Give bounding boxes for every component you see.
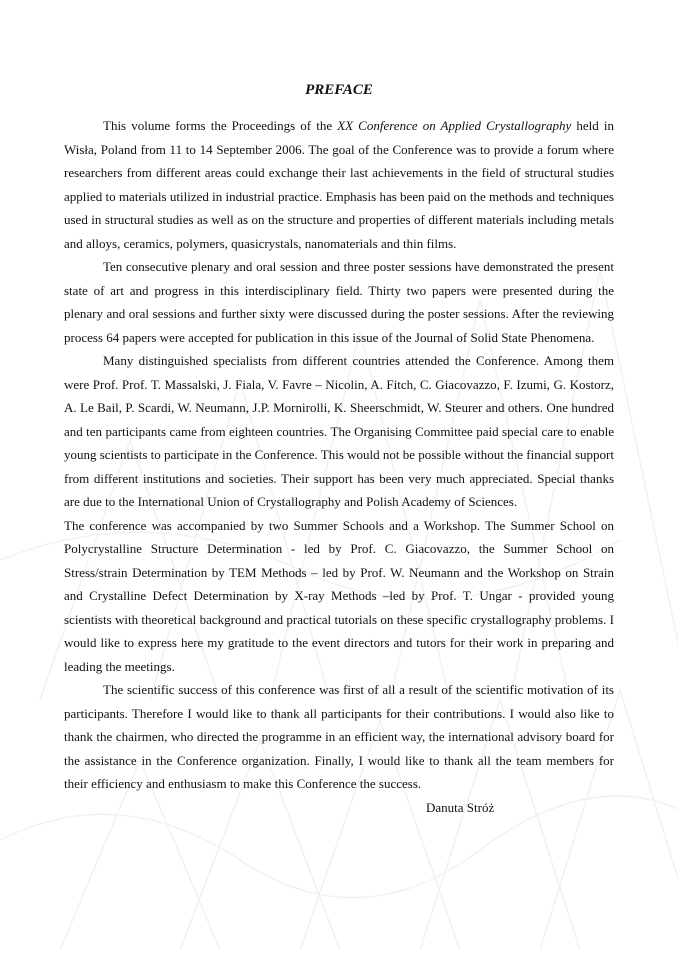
paragraph-intro-post: held in Wisła, Poland from 11 to 14 September 2006. The goal of the Conference was to provide a forum where researchers from different areas could exchange their last achievements in the field of structural studies applied to materials utilized in industrial practice. Emphasis has been paid on the methods and techniques used in structural studies as well as on the structure and properties of different materials including metals and alloys, ceramics, polymers, quasicrystals, nanomaterials and thin films. — [64, 118, 614, 251]
paragraph-specialists: Many distinguished specialists from different countries attended the Conference. Among them were Prof. Prof. T. Massalski, J. Fiala, V. Favre – Nicolin, A. Fitch, C. Giacovazzo, F. Izumi, G. Kostorz, A. Le Bail, P. Scardi, W. Neumann, J.P. Mornirolli, K. Sheerschmidt, W. Steurer and others. One hundred and ten participants came from eighteen countries. The Organising Committee paid special care to enable young scientists to participate in the Conference. This would not be possible without the financial support from different institutions and societies. Their support has been very much appreciated. Special thanks are due to the International Union of Crystallography and Polish Academy of Sciences. — [64, 353, 614, 509]
preface-content — [64, 80, 614, 819]
author-signature: Danuta Stróż — [426, 799, 495, 815]
paragraph-acknowledgements: The scientific success of this conference was first of all a result of the scientific motivation of its participants. Therefore I would like to thank all participants for their contributions. I would also like to thank the chairmen, who directed the programme in an efficient way, the international advisory board for the assistance in the Conference organization. Finally, I would like to thank all the team members for their efficiency and enthusiasm to make this Conference the success. — [64, 682, 614, 791]
paragraph-intro-pre: This volume forms the Proceedings of the — [103, 118, 338, 133]
paragraph-intro — [64, 114, 614, 255]
conference-name: XX Conference on Applied Crystallography — [337, 118, 572, 133]
page-title: PREFACE — [305, 82, 373, 98]
paragraph-sessions: Ten consecutive plenary and oral session and three poster sessions have demonstrated the present state of art and progress in this interdisciplinary field. Thirty two papers were presented during the plenary and oral sessions and further sixty were discussed during the poster sessions. After the reviewing process 64 papers were accepted for publication in this issue of the Journal of Solid State Phenomena. — [64, 259, 614, 345]
paragraph-schools: The conference was accompanied by two Summer Schools and a Workshop. The Summer School on Polycrystalline Structure Determination - led by Prof. C. Giacovazzo, the Summer School on Stress/strain Determination by TEM Methods – led by Prof. W. Neumann and the Workshop on Strain and Crystalline Defect Determination by X-ray Methods –led by Prof. T. Ungar - provided young scientists with theoretical background and practical tutorials on these specific crystallography problems. I would like to express here my gratitude to the event directors and tutors for their work in preparing and leading the meetings. — [64, 517, 614, 674]
